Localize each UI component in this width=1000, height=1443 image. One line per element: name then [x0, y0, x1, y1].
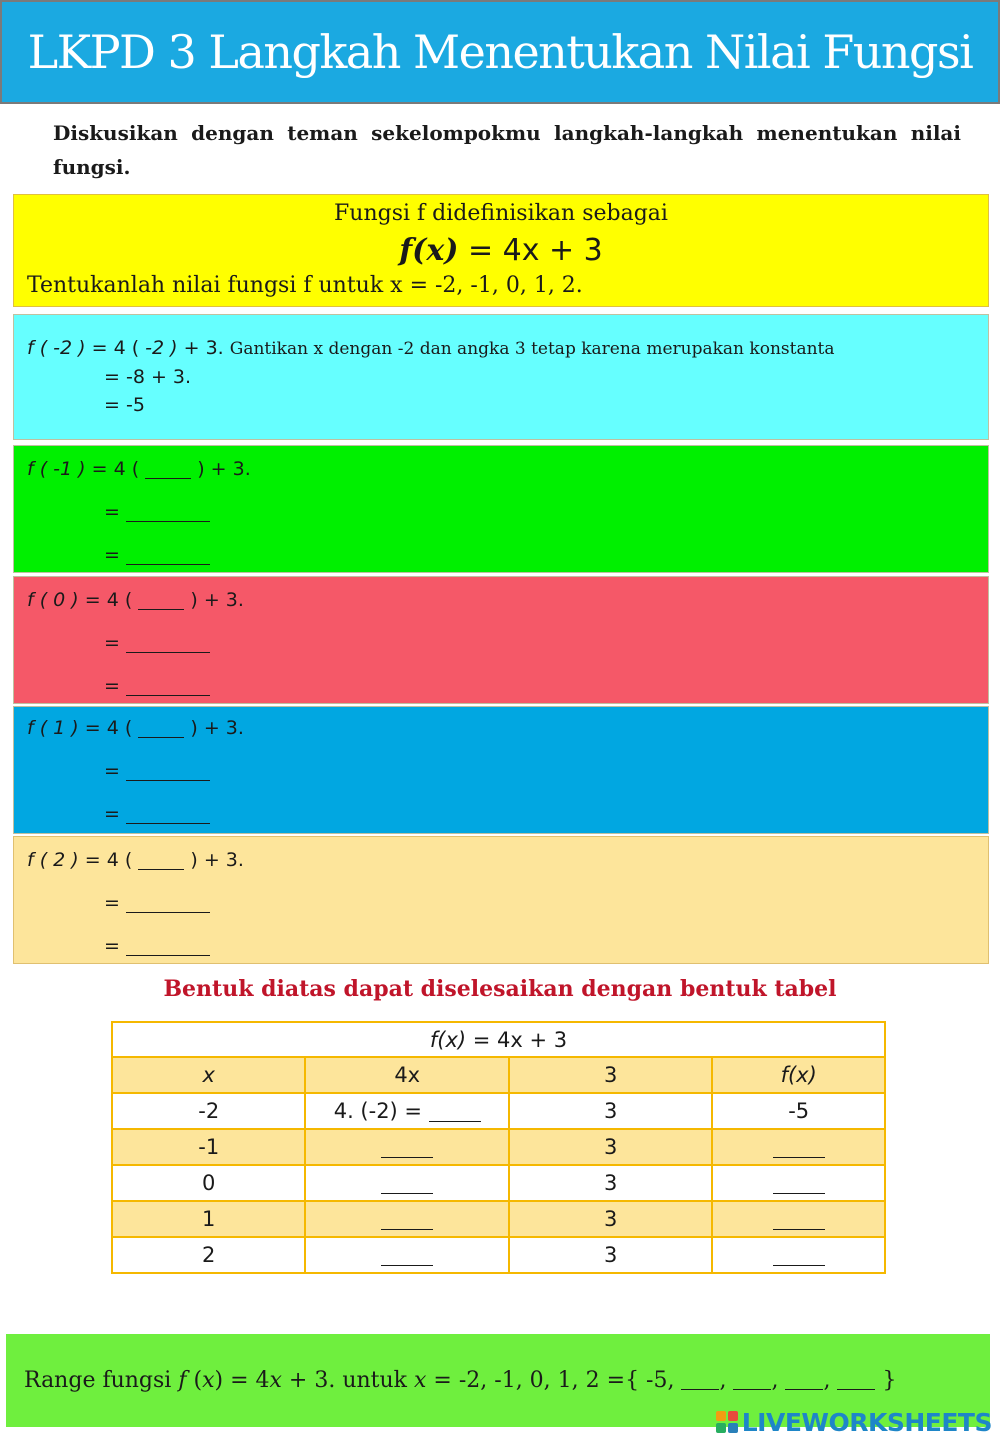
definition-formula [14, 233, 988, 268]
answer-blank[interactable] [773, 1138, 825, 1158]
example-line1: f ( -2 ) = 4 ( -2 ) + 3. Gantikan x dengan -2 dan angka 3 tetap karena merupakan konstanta [27, 337, 835, 359]
answer-blank[interactable] [785, 1370, 823, 1390]
exercise-box-1 [13, 706, 989, 834]
exercise-line2: = [104, 760, 210, 782]
exercise-box-minus1 [13, 445, 989, 573]
answer-blank[interactable] [773, 1246, 825, 1266]
col-header-x: x [112, 1057, 305, 1093]
answer-blank[interactable] [145, 459, 191, 479]
answer-blank[interactable] [733, 1370, 771, 1390]
definition-line1: Fungsi f didefinisikan sebagai [334, 201, 668, 226]
table-row: 2 3 [112, 1237, 885, 1273]
exercise-box-2 [13, 836, 989, 964]
example-note: Gantikan x dengan -2 dan angka 3 tetap karena merupakan konstanta [229, 339, 835, 359]
exercise-line3: = [104, 675, 210, 697]
answer-blank[interactable] [126, 633, 210, 653]
answer-blank[interactable] [381, 1246, 433, 1266]
answer-blank[interactable] [126, 893, 210, 913]
exercise-line1: f ( -1 ) = 4 ( ) + 3. [27, 458, 251, 480]
exercise-line2: = [104, 892, 210, 914]
col-header-fx: f(x) [712, 1057, 885, 1093]
table-caption: Bentuk diatas dapat diselesaikan dengan bentuk tabel [163, 976, 837, 1002]
answer-blank[interactable] [138, 590, 184, 610]
liveworksheets-logo-icon [716, 1411, 738, 1433]
answer-blank[interactable] [126, 545, 210, 565]
intro-instruction: Diskusikan dengan teman sekelompokmu langkah-langkah menentukan nilai fungsi. [53, 121, 961, 179]
page-title: LKPD 3 Langkah Menentukan Nilai Fungsi [27, 25, 973, 79]
exercise-line1: f ( 0 ) = 4 ( ) + 3. [27, 589, 244, 611]
table-row: -1 3 [112, 1129, 885, 1165]
example-step2: = -8 + 3. [104, 366, 192, 388]
answer-blank[interactable] [138, 850, 184, 870]
brand-name: LIVEWORKSHEETS [741, 1407, 992, 1437]
exercise-line1: f ( 2 ) = 4 ( ) + 3. [27, 849, 244, 871]
exercise-box-0 [13, 576, 989, 704]
col-header-4x: 4x [305, 1057, 509, 1093]
answer-blank[interactable] [126, 936, 210, 956]
answer-blank[interactable] [773, 1210, 825, 1230]
example-step3: = -5 [104, 394, 145, 416]
answer-blank[interactable] [381, 1138, 433, 1158]
table-header-row [112, 1057, 885, 1093]
answer-blank[interactable] [126, 761, 210, 781]
exercise-line3: = [104, 803, 210, 825]
exercise-line1: f ( 1 ) = 4 ( ) + 3. [27, 717, 244, 739]
formula-lhs: f(x) [399, 233, 459, 268]
answer-blank[interactable] [681, 1370, 719, 1390]
header-banner [0, 0, 1000, 104]
range-statement: Range fungsi f (x) = 4x + 3. untuk x = -2, -1, 0, 1, 2 ={ -5, , , , } [24, 1368, 897, 1393]
exercise-line2: = [104, 501, 210, 523]
example-box [13, 314, 989, 440]
definition-task: Tentukanlah nilai fungsi f untuk x = -2, -1, 0, 1, 2. [27, 273, 583, 298]
answer-blank[interactable] [126, 502, 210, 522]
table-row: -2 4. (-2) = 3 -5 [112, 1093, 885, 1129]
example-lhs: f ( -2 ) [27, 337, 86, 359]
exercise-line3: = [104, 544, 210, 566]
table-row: 0 3 [112, 1165, 885, 1201]
table-row: 1 3 [112, 1201, 885, 1237]
answer-blank[interactable] [381, 1174, 433, 1194]
answer-blank[interactable] [126, 804, 210, 824]
formula-rhs: = 4x + 3 [458, 233, 603, 268]
liveworksheets-brand [716, 1407, 992, 1437]
answer-blank[interactable] [381, 1210, 433, 1230]
answer-blank[interactable] [138, 718, 184, 738]
answer-blank[interactable] [837, 1370, 875, 1390]
answer-blank[interactable] [126, 676, 210, 696]
exercise-line3: = [104, 935, 210, 957]
exercise-line2: = [104, 632, 210, 654]
table-title: f(x) = 4x + 3 [112, 1022, 885, 1057]
definition-box [13, 194, 989, 307]
answer-blank[interactable] [773, 1174, 825, 1194]
value-table [111, 1021, 886, 1274]
answer-blank[interactable] [429, 1102, 481, 1122]
col-header-3: 3 [509, 1057, 712, 1093]
